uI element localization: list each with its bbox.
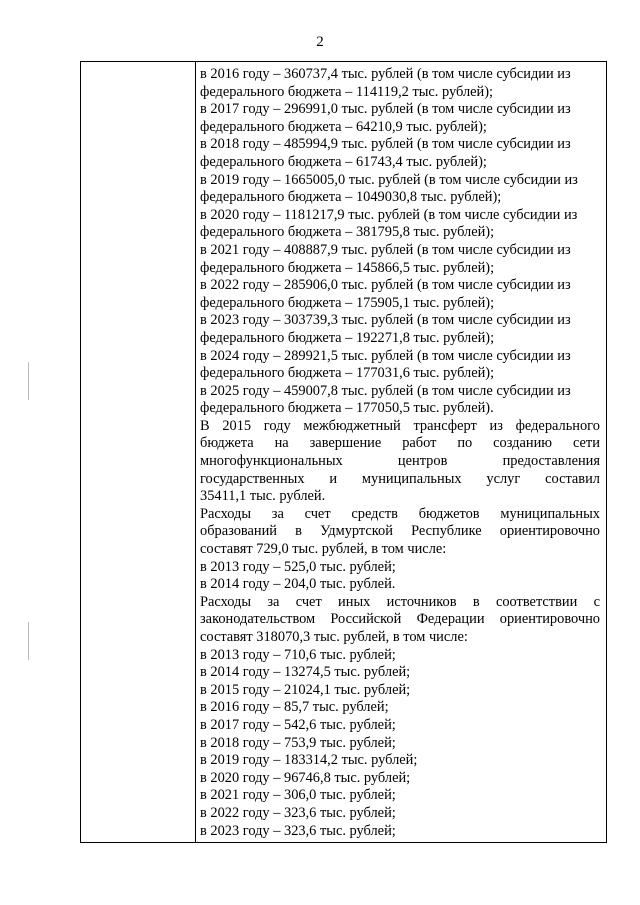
word: счет [304,505,331,522]
word: созданию [493,435,553,452]
word: межбюджетный [303,417,401,434]
justified-text-line [200,594,600,612]
justified-text-line [200,611,600,629]
word: Федерации [416,611,485,628]
word: образований [200,523,277,540]
text-line: в 2016 году – 360737,4 тыс. рублей (в том числе субсидии из [200,66,571,82]
word: из [489,417,503,434]
word: на [274,435,289,452]
word: ориентировочно [499,523,600,540]
word: соответствии [495,593,578,610]
funding-details-cell [200,66,600,840]
text-line: федерального бюджета – 61743,4 тыс. рублей); [200,153,487,170]
word: счет [295,593,322,610]
word: бюджетов [418,505,480,522]
text-line: федерального бюджета – 177031,6 тыс. рублей); [200,365,495,382]
word: году [263,417,291,434]
word: Республике [411,523,482,540]
document-table [80,61,607,843]
text-line: в 2024 году – 289921,5 тыс. рублей (в том числе субсидии из [200,347,571,364]
text-line: в 2020 году – 96746,8 тыс. рублей; [200,769,411,786]
text-line: в 2025 году – 459007,8 тыс. рублей (в том числе субсидии из [200,382,571,399]
word: бюджета [200,435,254,452]
text-line: в 2014 году – 13274,5 тыс. рублей; [200,664,411,681]
word: составил [545,470,600,487]
word: завершение [309,435,382,452]
word: средств [351,505,398,522]
text-line: в 2020 году – 1181217,9 тыс. рублей (в том числе субсидии из [200,206,578,223]
word: услуг [486,470,521,487]
word: по [457,435,473,452]
text-line: в 2017 году – 296991,0 тыс. рублей (в том числе субсидии из [200,101,571,118]
word: законодательством [200,611,316,628]
word: за [271,505,284,522]
justified-text-line [200,506,600,524]
text-line: в 2021 году – 408887,9 тыс. рублей (в том числе субсидии из [200,241,571,258]
word: трансферт [413,417,477,434]
justified-text-line [200,418,600,436]
word: предоставления [502,453,600,470]
justified-text-line [200,523,600,541]
word: сети [572,435,600,452]
text-line: составят 318070,3 тыс. рублей, в том числе: [200,629,468,645]
text-line: в 2013 году – 710,6 тыс. рублей; [200,646,396,663]
word: многофункциональных [200,453,343,470]
text-line: 35411,1 тыс. рублей. [200,488,326,505]
text-line: федерального бюджета – 177050,5 тыс. рублей). [200,400,494,417]
text-line: федерального бюджета – 145866,5 тыс. рублей); [200,259,495,276]
word: В [200,417,210,434]
justified-text-line [200,453,600,471]
text-line: в 2019 году – 1665005,0 тыс. рублей (в том числе субсидии из [200,171,578,188]
text-line: федерального бюджета – 64210,9 тыс. рублей); [200,118,487,135]
text-line: в 2013 году – 525,0 тыс. рублей; [200,558,396,575]
text-line: в 2019 году – 183314,2 тыс. рублей; [200,752,418,769]
word: источников [386,593,457,610]
word: центров [397,453,448,470]
text-line: в 2015 году – 21024,1 тыс. рублей; [200,681,411,698]
justified-text-line [200,471,600,489]
text-line: федерального бюджета – 175905,1 тыс. рублей); [200,294,495,311]
text-line: в 2018 году – 753,9 тыс. рублей; [200,734,396,751]
word: иных [338,593,371,610]
text-line: федерального бюджета – 192271,8 тыс. рублей); [200,329,495,346]
text-line: в 2014 году – 204,0 тыс. рублей. [200,576,396,593]
word: муниципальных [361,470,462,487]
word: Расходы [200,505,252,522]
text-line: в 2022 году – 323,6 тыс. рублей; [200,804,396,821]
text-line: в 2016 году – 85,7 тыс. рублей; [200,699,389,716]
word: муниципальных [500,505,600,522]
justified-text-line [200,435,600,453]
word: за [267,593,280,610]
text-line: в 2017 году – 542,6 тыс. рублей; [200,716,396,733]
text-line: федерального бюджета – 1049030,8 тыс. рублей); [200,189,502,206]
word: ориентировочно [499,611,600,628]
text-line: составят 729,0 тыс. рублей, в том числе: [200,541,447,558]
word: с [593,593,600,610]
word: и [329,470,338,487]
text-line: федерального бюджета – 381795,8 тыс. рублей); [200,224,495,241]
word: Расходы [200,593,252,610]
word: 2015 [222,417,252,434]
text-line: в 2021 году – 306,0 тыс. рублей; [200,787,396,804]
word: в [472,593,480,610]
word: Российской [330,611,402,628]
page-number: 2 [316,34,324,50]
scan-mark [28,622,29,660]
empty-label-cell [81,62,196,842]
text-line: в 2023 году – 303739,3 тыс. рублей (в том числе субсидии из [200,312,571,329]
word: федерального [515,417,600,434]
scan-mark [28,362,29,400]
word: работ [402,435,437,452]
text-line: федерального бюджета – 114119,2 тыс. рублей); [200,83,494,100]
word: в [295,523,302,540]
text-line: в 2023 году – 323,6 тыс. рублей; [200,822,396,839]
text-line: в 2018 году – 485994,9 тыс. рублей (в том числе субсидии из [200,136,571,153]
text-line: в 2022 году – 285906,0 тыс. рублей (в том числе субсидии из [200,277,571,294]
word: государственных [200,470,305,487]
word: Удмуртской [320,523,393,540]
